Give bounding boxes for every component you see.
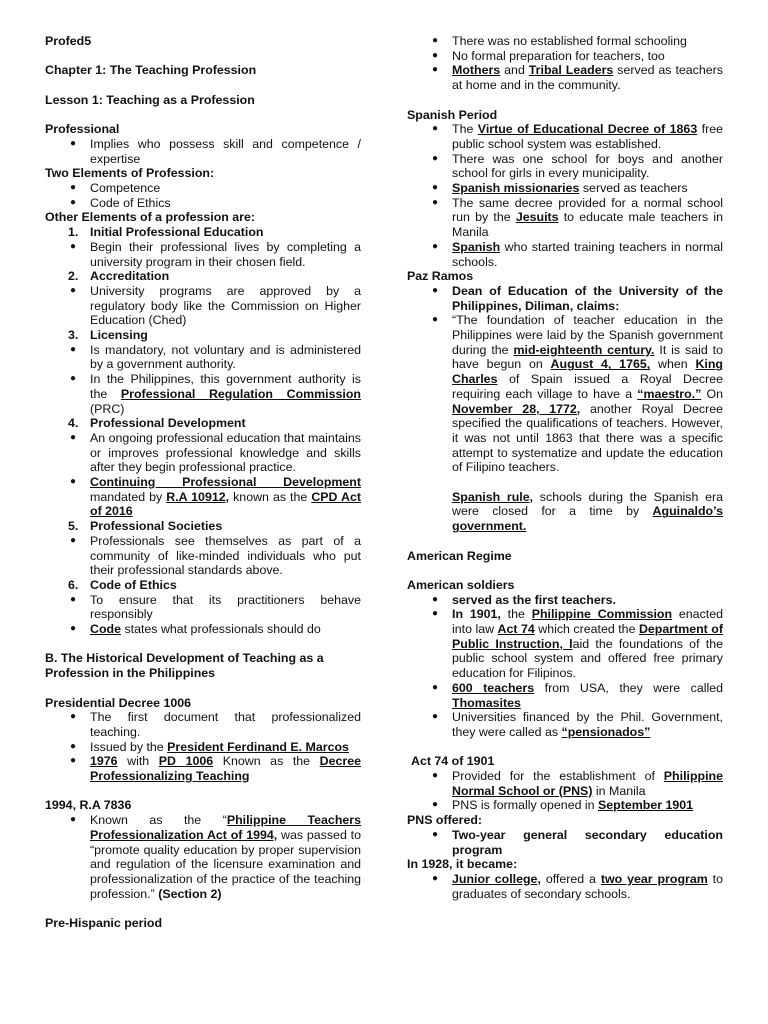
list-item: ● Begin their professional lives by completing a university program in their chosen field. <box>70 239 361 269</box>
bullet-icon: ● <box>432 593 439 605</box>
other-elements-heading: Other Elements of a profession are: <box>45 210 256 225</box>
section-b-heading: B. The Historical Development of Teaching as a Profession in the Philippines <box>45 651 324 681</box>
list-item: ● There was no established formal schooling <box>432 34 687 48</box>
list-item: ● Junior college, offered a two year program to graduates of secondary schools. <box>432 872 723 901</box>
bullet-icon: ● <box>432 196 439 208</box>
bullet-icon: ● <box>432 240 439 252</box>
bullet-icon: ● <box>432 711 439 723</box>
list-item: ● Is mandatory, not voluntary and is administered by a government authority. <box>70 342 361 372</box>
list-item: ● Two-year general secondary education program <box>432 827 723 857</box>
american-soldiers-heading: American soldiers <box>407 577 515 592</box>
ra7836-heading: 1994, R.A 7836 <box>45 798 132 813</box>
professional-heading: Professional <box>45 122 120 137</box>
bullet-icon: ● <box>70 755 77 767</box>
spanish-heading: Spanish Period <box>407 107 498 122</box>
list-item: ● Issued by the President Ferdinand E. Marcos <box>70 739 349 754</box>
bullet-icon: ● <box>70 196 77 208</box>
numbered-item: 6. Code of Ethics <box>68 577 177 592</box>
bullet-icon: ● <box>70 740 77 752</box>
lesson-title: Lesson 1: Teaching as a Profession <box>45 92 255 107</box>
list-item: ● No formal preparation for teachers, too <box>432 48 665 63</box>
pns-heading: PNS offered: <box>407 813 483 828</box>
chapter-title: Chapter 1: The Teaching Profession <box>45 63 257 78</box>
list-item: ● In the Philippines, this government authority is the Professional Regulation Commission (PRC) <box>70 372 361 416</box>
numbered-item: 3. Licensing <box>68 328 148 343</box>
bullet-icon: ● <box>432 681 439 693</box>
list-item: ● 600 teachers from USA, they were called Thomasites <box>432 680 723 710</box>
numbered-item: 4. Professional Development <box>68 416 246 431</box>
bullet-icon: ● <box>432 49 439 61</box>
bullet-icon: ● <box>70 431 77 443</box>
prc-link: Professional Regulation Commission <box>120 386 361 401</box>
american-regime-heading: American Regime <box>407 548 512 563</box>
bullet-icon: ● <box>432 284 439 296</box>
list-item: ● Mothers and Tribal Leaders served as teachers at home and in the community. <box>432 63 723 93</box>
list-item: ● Continuing Professional Development mandated by R.A 10912, known as the CPD Act of 2016 <box>70 475 362 519</box>
list-item: ● Competence <box>70 180 161 195</box>
list-item: ● An ongoing professional education that maintains or improves professional knowledge and skills after they begin professional practice. <box>70 430 361 475</box>
bullet-icon: ● <box>70 534 77 546</box>
bullet-icon: ● <box>70 137 77 149</box>
list-item: ● To ensure that its practitioners behave responsibly <box>70 592 361 622</box>
list-item: ● Professionals see themselves as part of a community of like-minded individuals who put their professional standards above. <box>70 533 361 578</box>
numbered-item: 1. Initial Professional Education <box>68 225 264 240</box>
numbered-item: 5. Professional Societies <box>68 519 223 534</box>
list-item: ● Dean of Education of the University of the Philippines, Diliman, claims: <box>432 283 723 313</box>
course-code: Profed5 <box>45 34 92 48</box>
bullet-icon: ● <box>432 152 439 164</box>
numbered-item: 2. Accreditation <box>68 269 170 284</box>
paragraph-continuation: Spanish rule, schools during the Spanish era were closed for a time by Aguinaldo’s government. <box>452 489 723 534</box>
bullet-icon: ● <box>432 182 439 194</box>
bullet-icon: ● <box>70 623 77 635</box>
bullet-icon: ● <box>432 873 439 884</box>
bullet-icon: ● <box>70 240 77 252</box>
bullet-icon: ● <box>432 123 439 135</box>
bullet-icon: ● <box>70 284 77 296</box>
list-item: ● Implies who possess skill and competence / expertise <box>70 136 361 166</box>
list-item: ● Provided for the establishment of Philippine Normal School or (PNS) in Manila <box>432 769 723 798</box>
bullet-icon: ● <box>70 593 77 605</box>
list-item: ● “The foundation of teacher education in the Philippines were laid by the Spanish government during the mid-eighteenth century. It is said to have begun on August 4, 1765, when King Charles of Spain issued a Royal Decree requiring each village to have a “maestro.” On November 28, 1772, another Royal Decree specified the qualifications of teachers. However, it was not until 1863 that there was a specific attempt to systematize and update the education of Filipino teachers. <box>432 313 724 475</box>
two-elements-heading: Two Elements of Profession: <box>45 166 215 181</box>
bullet-icon: ● <box>432 64 439 76</box>
act74-heading: Act 74 of 1901 <box>411 754 495 769</box>
list-item: ● Code of Ethics <box>70 195 171 210</box>
left-column <box>45 34 361 931</box>
list-item: ● The first document that professionalized teaching. <box>70 710 361 739</box>
bullet-icon: ● <box>70 343 77 355</box>
list-item: ● In 1901, the Philippine Commission enacted into law Act 74 which created the Department of Public Instruction, laid the foundations of the public school system and offered free primary education for Filipinos. <box>432 607 723 681</box>
list-item: ● The Virtue of Educational Decree of 1863 free public school system was established. <box>432 122 723 151</box>
pd1006-heading: Presidential Decree 1006 <box>45 695 192 710</box>
right-column <box>407 34 723 901</box>
list-item: ● Spanish missionaries served as teachers <box>432 181 688 196</box>
list-item: ● served as the first teachers. <box>432 592 616 607</box>
bullet-icon: ● <box>70 711 77 723</box>
list-item: ● The same decree provided for a normal school run by the Jesuits to educate male teachers in Manila <box>432 195 723 240</box>
y1928-heading: In 1928, it became: <box>407 857 518 872</box>
bullet-icon: ● <box>70 814 77 826</box>
bullet-icon: ● <box>432 799 439 811</box>
paz-heading: Paz Ramos <box>407 269 474 284</box>
list-item: ● 1976 with PD 1006 Known as the Decree Professionalizing Teaching <box>70 754 361 784</box>
bullet-icon: ● <box>432 828 439 840</box>
list-item: ● Universities financed by the Phil. Government, they were called as “pensionados” <box>432 710 723 739</box>
bullet-icon: ● <box>70 181 77 193</box>
bullet-icon: ● <box>432 314 439 326</box>
list-item: ● There was one school for boys and another school for girls in every municipality. <box>432 151 723 181</box>
bullet-icon: ● <box>70 476 77 488</box>
list-item: ● Known as the “Philippine Teachers Professionalization Act of 1994, was passed to “promote quality education by proper supervision and regulation of the licensure examination and professionalization of the practice of the teaching profession.” (Section 2) <box>70 813 362 901</box>
bullet-icon: ● <box>432 608 439 620</box>
bullet-icon: ● <box>70 373 77 385</box>
prehispanic-heading: Pre-Hispanic period <box>45 916 163 931</box>
bullet-icon: ● <box>432 770 439 782</box>
bullet-icon: ● <box>432 35 439 46</box>
list-item: ● Spanish who started training teachers in normal schools. <box>432 239 723 269</box>
list-item: ● University programs are approved by a regulatory body like the Commission on Higher Education (Ched) <box>70 283 361 328</box>
list-item: ● Code states what professionals should do <box>70 622 321 637</box>
list-item: ● PNS is formally opened in September 1901 <box>432 798 694 813</box>
